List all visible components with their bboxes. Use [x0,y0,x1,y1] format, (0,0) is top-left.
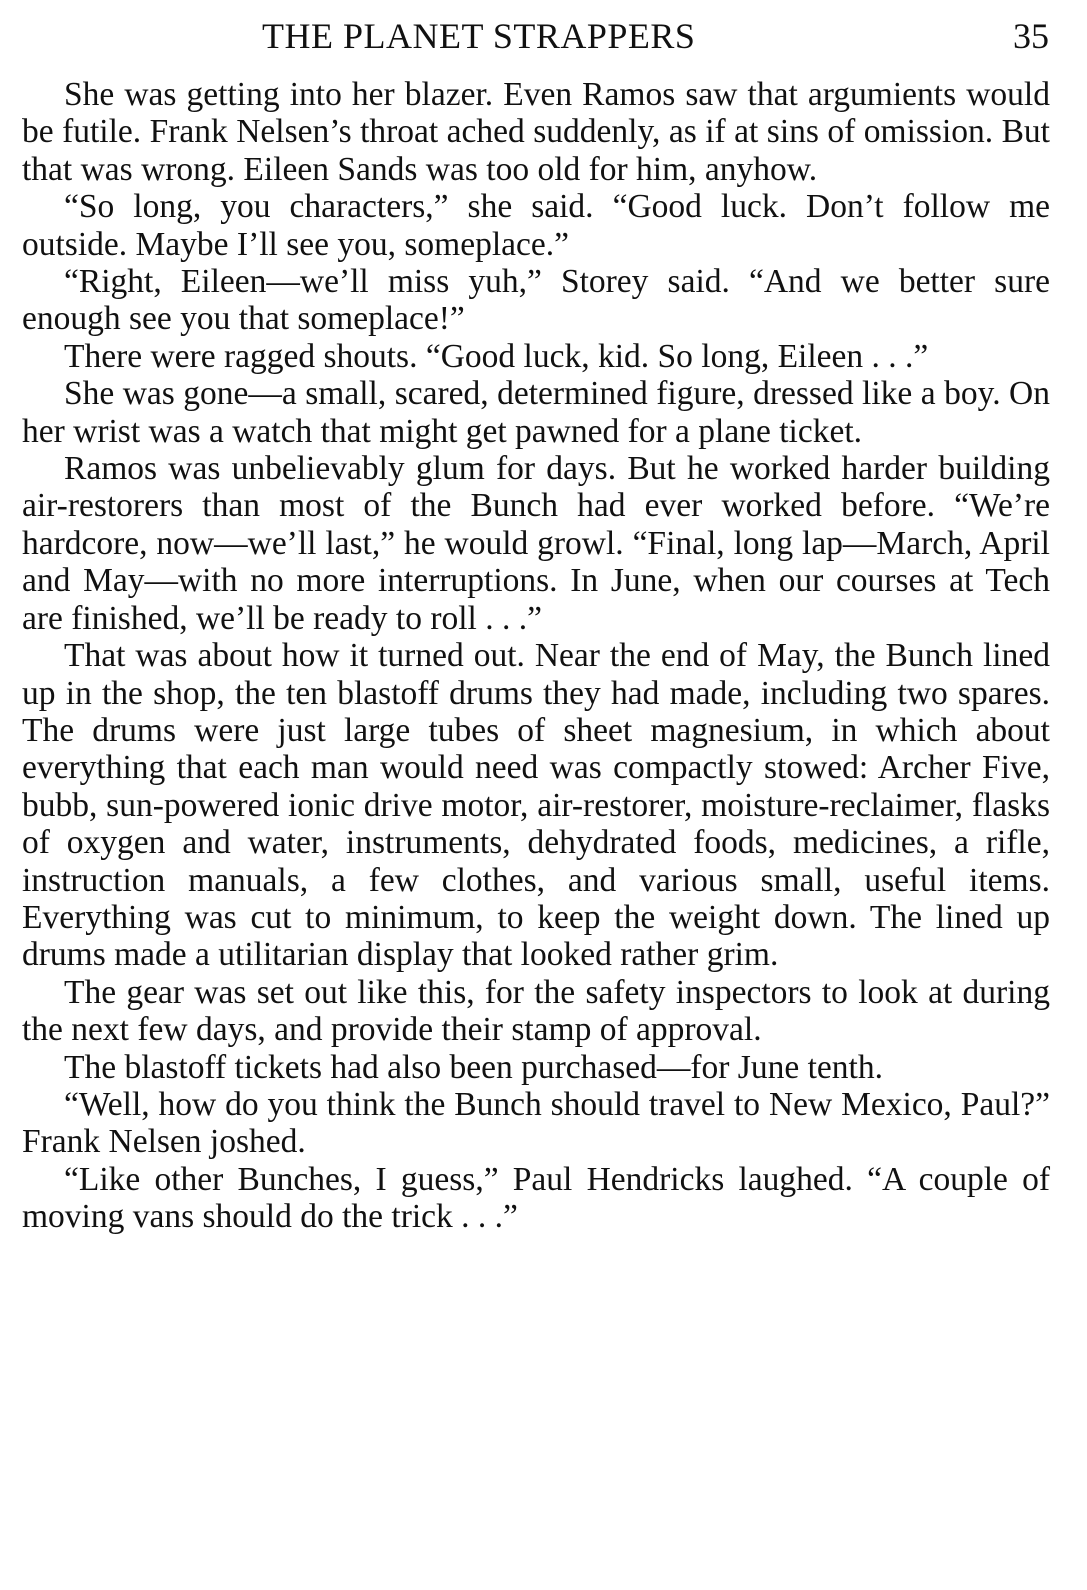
page-number: 35 [1013,16,1049,56]
paragraph: “So long, you characters,” she said. “Good luck. Don’t follow me outside. Maybe I’ll see you, someplace.” [22,188,1050,263]
running-head [0,14,1087,58]
paragraph: Ramos was unbelievably glum for days. But he worked harder building air-restorers than most of the Bunch had ever worked before. “We’re hardcore, now—we’ll last,” he would growl. “Final, long lap—March, April and May—with no more interruptions. In June, when our courses at Tech are finished, we’ll be ready to roll . . .” [22,450,1050,637]
paragraph: She was gone—a small, scared, determined figure, dressed like a boy. On her wrist was a watch that might get pawned for a plane ticket. [22,375,1050,450]
paragraph: “Right, Eileen—we’ll miss yuh,” Storey said. “And we better sure enough see you that someplace!” [22,263,1050,338]
paragraph: “Like other Bunches, I guess,” Paul Hendricks laughed. “A couple of moving vans should do the trick . . .” [22,1160,1050,1236]
paragraph: “Well, how do you think the Bunch should travel to New Mexico, Paul?” Frank Nelsen joshed. [22,1085,1050,1161]
paragraph: That was about how it turned out. Near the end of May, the Bunch lined up in the shop, the ten blastoff drums they had made, including two spares. The drums were just large tubes of sheet magnesium, in which about everything that each man would need was compactly stowed: Archer Five, bubb, sun-powered ionic drive motor, air-restorer, moisture-reclaimer, flasks of oxygen and water, instruments, dehydrated foods, medicines, a rifle, instruction manuals, a few clothes, and various small, useful items. Everything was cut to minimum, to keep the weight down. The lined up drums made a utilitarian display that looked rather grim. [22,637,1050,974]
paragraph: There were ragged shouts. “Good luck, kid. So long, Eileen . . .” [64,337,929,375]
body-text [22,76,1050,1236]
paragraph: She was getting into her blazer. Even Ramos saw that argumients would be futile. Frank Nelsen’s throat ached suddenly, as if at sins of omission. But that was wrong. Eileen Sands was too old for him, anyhow. [22,76,1050,188]
paragraph: The gear was set out like this, for the safety inspectors to look at during the next few days, and provide their stamp of approval. [22,973,1050,1049]
paragraph: The blastoff tickets had also been purchased—for June tenth. [64,1048,883,1086]
running-title: THE PLANET STRAPPERS [262,16,696,56]
